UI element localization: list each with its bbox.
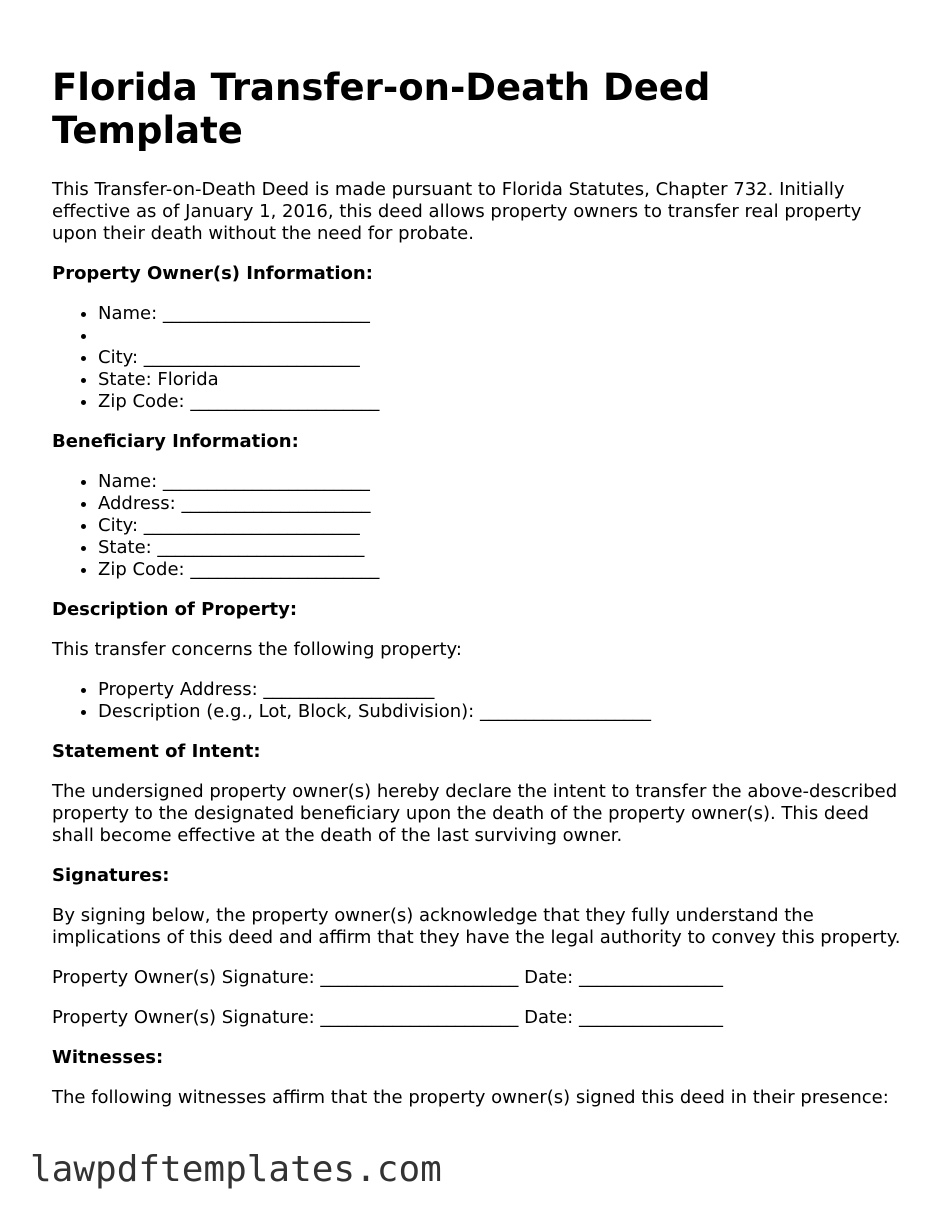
owner-blank-item	[98, 325, 902, 347]
intro-paragraph: This Transfer-on-Death Deed is made pursuant to Florida Statutes, Chapter 732. Initially effective as of January 1, 2016, this deed allows property owners to transfer real property upon their death without the need for probate.	[52, 179, 862, 244]
property-legal-description-item: • Description (e.g., Lot, Block, Subdivision): ___________________	[98, 701, 902, 723]
statement-of-intent-heading: Statement of Intent:	[52, 741, 261, 762]
signatures-heading: Signatures:	[52, 865, 170, 886]
owner-info-list	[52, 303, 902, 413]
document-page	[52, 66, 902, 1127]
property-description-heading: Description of Property:	[52, 599, 298, 620]
beneficiary-info-list	[52, 471, 902, 581]
beneficiary-city-item: • City: ________________________	[98, 515, 902, 537]
owner-state-item: • State: Florida	[98, 369, 902, 391]
owner-info-heading: Property Owner(s) Information:	[52, 263, 373, 284]
signature-line-1: Property Owner(s) Signature: ______________________ Date: ________________	[52, 967, 723, 988]
owner-name-item: • Name: _______________________	[98, 303, 902, 325]
property-description-list	[52, 679, 902, 723]
beneficiary-state-item: • State: _______________________	[98, 537, 902, 559]
owner-city-item: • City: ________________________	[98, 347, 902, 369]
beneficiary-name-item: • Name: _______________________	[98, 471, 902, 493]
signature-line-2: Property Owner(s) Signature: ______________________ Date: ________________	[52, 1007, 723, 1028]
owner-zip-item: • Zip Code: _____________________	[98, 391, 902, 413]
watermark-footer: lawpdftemplates.com	[30, 1149, 442, 1190]
witnesses-heading: Witnesses:	[52, 1047, 164, 1068]
beneficiary-address-item: • Address: _____________________	[98, 493, 902, 515]
statement-of-intent-text: The undersigned property owner(s) hereby declare the intent to transfer the above-described property to the designated beneficiary upon the death of the property owner(s). This deed shall become effective at the death of the last surviving owner.	[52, 781, 898, 846]
property-description-text: This transfer concerns the following property:	[52, 639, 462, 660]
property-address-item: • Property Address: ___________________	[98, 679, 902, 701]
beneficiary-zip-item: • Zip Code: _____________________	[98, 559, 902, 581]
witnesses-text: The following witnesses affirm that the property owner(s) signed this deed in their presence:	[52, 1087, 889, 1108]
beneficiary-info-heading: Beneficiary Information:	[52, 431, 299, 452]
signatures-text: By signing below, the property owner(s) acknowledge that they fully understand the implications of this deed and affirm that they have the legal authority to convey this property.	[52, 905, 901, 948]
document-title: Florida Transfer-on-Death Deed Template	[52, 66, 711, 152]
